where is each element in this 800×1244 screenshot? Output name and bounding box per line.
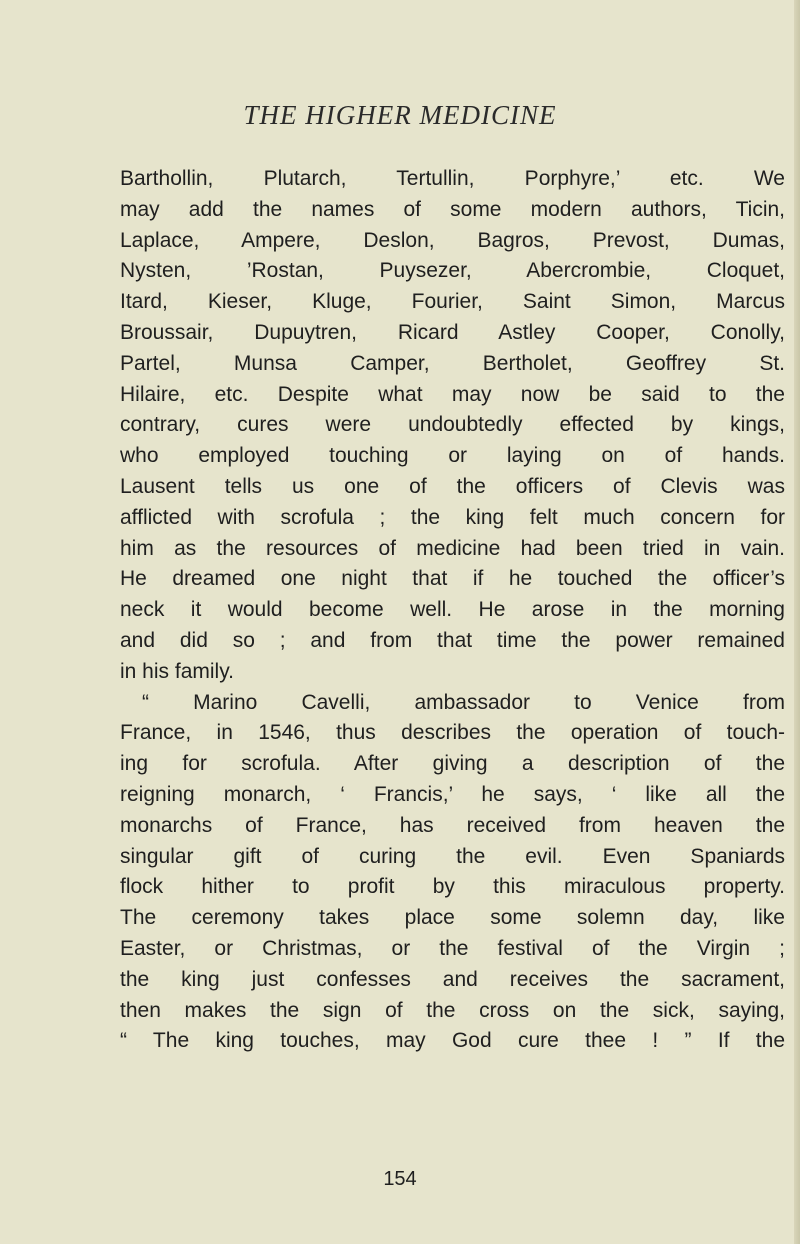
text-line: The ceremony takes place some solemn day, like	[120, 906, 785, 930]
text-line: Barthollin, Plutarch, Tertullin, Porphyre,’ etc. We	[120, 167, 785, 190]
text-line: “ Marino Cavelli, ambassador to Venice from	[142, 690, 785, 714]
text-line: Easter, or Christmas, or the festival of the Virgin ;	[120, 936, 785, 960]
text-line: singular gift of curing the evil. Even Spaniards	[120, 844, 785, 868]
text-line: neck it would become well. He arose in the morning	[120, 598, 785, 622]
running-head: THE HIGHER MEDICINE	[243, 100, 557, 130]
text-line: reigning monarch, ‘ Francis,’ he says, ‘ like all the	[120, 782, 785, 806]
text-line: and did so ; and from that time the power remained	[120, 628, 785, 652]
text-line: then makes the sign of the cross on the sick, saying,	[120, 998, 785, 1022]
text-line: France, in 1546, thus describes the operation of touch-	[120, 721, 785, 745]
text-line: Partel, Munsa Camper, Bertholet, Geoffrey St.	[120, 351, 785, 375]
text-line: Nysten, ’Rostan, Puysezer, Abercrombie, Cloquet,	[120, 259, 785, 283]
text-line: afflicted with scrofula ; the king felt much concern for	[120, 505, 785, 529]
text-line: may add the names of some modern authors, Ticin,	[120, 197, 785, 221]
text-line: the king just confesses and receives the sacrament,	[120, 967, 785, 991]
text-line: him as the resources of medicine had been tried in vain.	[120, 536, 785, 560]
text-line: flock hither to profit by this miraculous property.	[120, 875, 785, 899]
text-line: Broussair, Dupuytren, Ricard Astley Cooper, Conolly,	[120, 320, 785, 344]
text-line: who employed touching or laying on of hands.	[120, 444, 785, 468]
text-line: “ The king touches, may God cure thee ! ” If the	[120, 1029, 785, 1053]
text-line: Hilaire, etc. Despite what may now be said to the	[120, 382, 785, 406]
text-line: Itard, Kieser, Kluge, Fourier, Saint Simon, Marcus	[120, 290, 785, 314]
text-line: He dreamed one night that if he touched the officer’s	[120, 567, 785, 591]
page-number: 154	[383, 1168, 417, 1190]
text-line: Lausent tells us one of the officers of Clevis was	[120, 474, 785, 498]
text-line: Laplace, Ampere, Deslon, Bagros, Prevost, Dumas,	[120, 228, 785, 252]
text-line: ing for scrofula. After giving a description of the	[120, 752, 785, 776]
body-text	[120, 164, 785, 1057]
text-line: in his family.	[120, 659, 234, 683]
text-line: monarchs of France, has received from heaven the	[120, 813, 785, 837]
text-line: contrary, cures were undoubtedly effected by kings,	[120, 413, 785, 437]
page-edge	[794, 0, 800, 1244]
